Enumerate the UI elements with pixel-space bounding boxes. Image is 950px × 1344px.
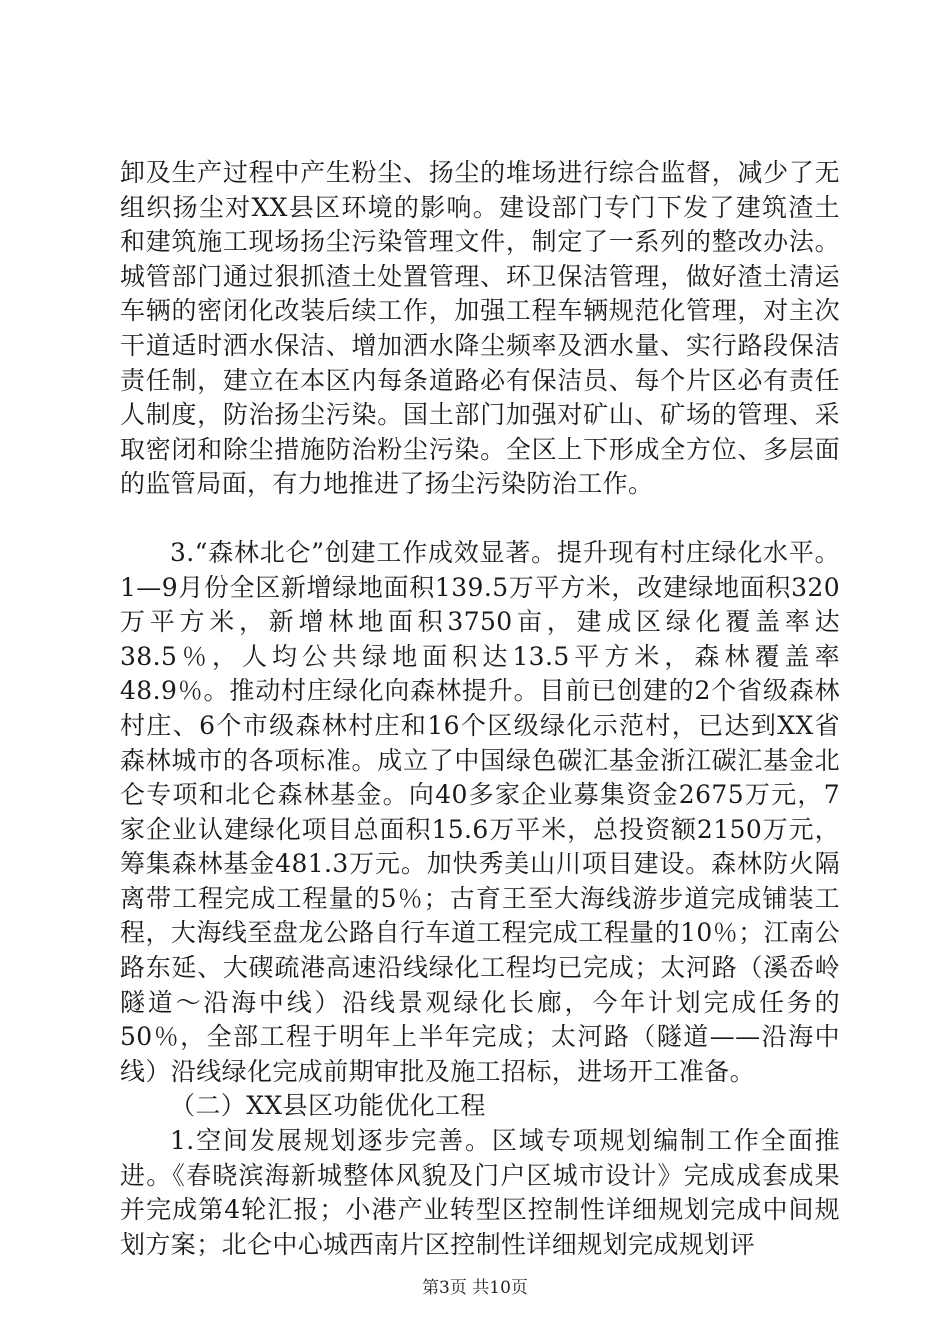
paragraph-dust-control: 卸及生产过程中产生粉尘、扬尘的堆场进行综合监督，减少了无组织扬尘对XX县区环境的影响。建设部门专门下发了建筑渣土和建筑施工现场扬尘污染管理文件，制定了一系列的整改办法。城管部门通过狠抓渣土处置管理、环卫保洁管理，做好渣土清运车辆的密闭化改装后续工作，加强工程车辆规范化管理，对主次干道适时洒水保洁、增加洒水降尘频率及洒水量、实行路段保洁责任制，建立在本区内每条道路必有保洁员、每个片区必有责任人制度，防治扬尘污染。国土部门加强对矿山、矿场的管理、采取密闭和除尘措施防治粉尘污染。全区上下形成全方位、多层面的监管局面，有力地推进了扬尘污染防治工作。 [120,158,840,499]
paragraph-spatial-planning: 1.空间发展规划逐步完善。区域专项规划编制工作全面推进。《春晓滨海新城整体风貌及门户区城市设计》完成成套成果并完成第4轮汇报；小港产业转型区控制性详细规划完成中间规划方案；北仑中心城西南片区控制性详细规划完成规划评 [120,1126,840,1259]
paragraph-forest-beilun: 3.“森林北仑”创建工作成效显著。提升现有村庄绿化水平。1—9月份全区新增绿地面积139.5万平方米，改建绿地面积320万平方米，新增林地面积3750亩，建成区绿化覆盖率达38.5％，人均公共绿地面积达13.5平方米，森林覆盖率48.9％。推动村庄绿化向森林提升。目前已创建的2个省级森林村庄、6个市级森林村庄和16个区级绿化示范村，已达到XX省森林城市的各项标准。成立了中国绿色碳汇基金浙江碳汇基金北仑专项和北仑森林基金。向40多家企业募集资金2675万元，7家企业认建绿化项目总面积15.6万平米，总投资额2150万元，筹集森林基金481.3万元。加快秀美山川项目建设。森林防火隔离带工程完成工程量的5％；古育王至大海线游步道完成铺装工程，大海线至盘龙公路自行车道工程完成工程量的10％；江南公路东延、大碶疏港高速沿线绿化工程均已完成；太河路（溪岙岭隧道～沿海中线）沿线景观绿化长廊，今年计划完成任务的50％，全部工程于明年上半年完成；太河路（隧道——沿海中线）沿线绿化完成前期审批及施工招标，进场开工准备。 [120,537,840,1086]
paragraph-spacer [120,502,840,536]
document-body [120,156,840,1262]
section-heading: （二）XX县区功能优化工程 [170,1091,486,1121]
page-footer: 第3页 共10页 [422,1278,528,1298]
